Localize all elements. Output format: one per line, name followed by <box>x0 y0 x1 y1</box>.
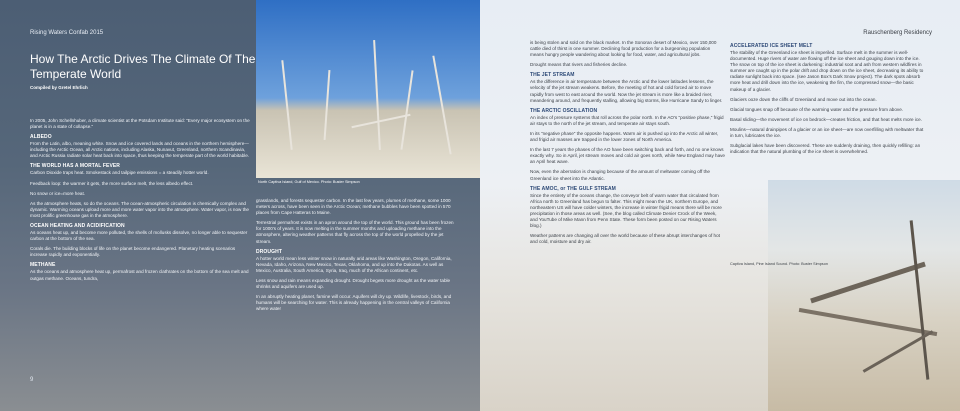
moulins-paragraph: Moulins—natural drainpipes of a glacier or an ice sheet—are now overfilling with meltwater that in turn, lubricates the ice. <box>730 126 924 139</box>
heading-jet-stream: THE JET STREAM <box>530 72 575 79</box>
running-header-right: Rauschenberg Residency <box>863 30 932 36</box>
subglacial-paragraph: Subglacial lakes have been discovered. These are suddenly draining, then quickly refilling: an indication that the natural plumbing of the ice sheet is overwhelmed. <box>730 143 921 155</box>
photo-caption-north-captiva: North Captiva Island, Gulf of Mexico. Photo: Buster Simpson <box>258 180 360 184</box>
corals-paragraph: Corals die. The building blocks of life on the planet become endangered. Planetary heating scenarios increase rapidly and exponentially. <box>30 246 236 258</box>
heading-acidification: OCEAN HEATING AND ACIDIFICATION <box>30 223 125 230</box>
heading-albedo: ALBEDO <box>30 134 52 141</box>
heading-mortal-fever: THE WORLD HAS A MORTAL FEVER <box>30 163 121 170</box>
atmosphere-paragraph: As the atmosphere heats, so do the oceans. The ocean-atmospheric circulation is chemically complex and dynamic. Warming oceans upload more and more water vapor into the atmosphere. Water vapor, is now the most prolific greenhouse gas in the atmosphere. <box>30 200 249 218</box>
column-3 <box>530 40 725 249</box>
fisheries-paragraph: Drought means that rivers and fisheries decline. <box>530 62 628 68</box>
page-number: 9 <box>30 377 34 383</box>
photo-caption-captiva: Captiva Island, Pine Island Sound. Photo: Buster Simpson <box>730 262 828 266</box>
article-title: How The Arctic Drives The Climate Of The Temperate World <box>30 52 256 81</box>
intro-paragraph: In 2005, John Schellnhuber, a climate scientist at the Potsdam Institute said: "Every major ecosystem on the planet is in a state of collapse." <box>30 118 250 130</box>
acid-paragraph: As oceans heat up, and become more polluted, the shells of mollusks dissolve, no longer able to sequester carbon at the bottom of the sea. <box>30 230 248 242</box>
methane-paragraph: As the oceans and atmosphere heat up, permafrost and frozen clathrates on the bottom of the sea melt and outgas methane. Oceans, tundra, <box>30 269 249 281</box>
amoc-paragraph: Since the entirety of the oceans change, the conveyor belt of warm water that circulated from Africa north to Greenland has begun to falter. This might mean the UK, northern Europe, and northeastern US will have colder winters, the increase in winter frigid means there will be more precipitation in those areas as well. (See, the blog called Climate Denier Crock of the Week, and YouTube of Mike Mann from Penn State. These form been posted on our Rising Waters blog.) <box>530 192 722 229</box>
last-years-paragraph: In the last 7 years the phases of the AO have been switching back and forth, and no one knows exactly why. So in April, jet stream moves and cold air goes north, while New England may have an April heat wave. <box>530 147 725 165</box>
glaciers-paragraph: Glaciers ooze down the cliffs of Greenland and move out into the ocean. <box>730 96 877 102</box>
famine-paragraph: In an abruptly heating planet, famine will occur. Aquifers will dry up. Wildlife, livestock, birds, and humans will be searching for water. This is already happening in the central valleys of California where water <box>256 294 452 312</box>
permafrost-paragraph: Terrestrial permafrost exists in an apron around the top of the world. This ground has been frozen for 1000's of years. It is now melting in the summer months and uploading methane into the atmosphere, altering weather patterns that fly across the top of the world propelled by the jet stream. <box>256 220 454 244</box>
albedo-paragraph: From the Latin, albo, meaning white. Snow and ice covered lands and oceans in the northern hemisphere—including the Arctic Ocean, all Arctic nations, including Alaska, Nunavut, Greenland, northern Scandinavia, and Arctic Russia radiate solar heat back into space, thus keeping the temperate part of the world habitable. <box>30 141 250 159</box>
weather-paragraph: Weather patterns are changing all over the world because of these abrupt interchanges of hot and cold, moisture and dry air. <box>530 233 720 245</box>
negative-phase-paragraph: In its "negative phase" the opposite happens. Warm air is pushed up into the Arctic all winter, and frigid air masses are trapped in the lower zones of North America. <box>530 130 719 143</box>
fever-paragraph: Carbon Dioxide traps heat. Smokestack and tailpipe emissions = a steadily hotter world. <box>30 170 209 176</box>
beach-photo-north-captiva <box>256 0 480 178</box>
basal-sliding-paragraph: Basal sliding—the movement of ice on bedrock—creates friction, and that heat melts more ice. <box>730 116 923 122</box>
glacial-tongues-paragraph: Glacial tongues snap off because of the warming water and the pressure from above. <box>730 106 904 112</box>
heading-ice-sheet-melt: ACCELERATED ICE SHEET MELT <box>730 43 813 49</box>
heading-arctic-oscillation: THE ARCTIC OSCILLATION <box>530 107 598 114</box>
right-page <box>480 0 960 411</box>
ice-sheet-paragraph: The stability of the Greenland ice sheet is imperiled. Surface melt in the summer is well-documented. Huge rivers of water are flowing off the ice sheet and gouging down into the ice. The snow on top of the ice sheet is darkening: industrial soot and ash from western wildfires in summer are caught up in the polar drift and drop down on the ice sheet, decreasing its ability to radiate sunlight back into space. (see Jason Box's Dark Snow project). The dark spots absorb more heat and drill down into the ice, weakening the firn, the compressed snow—the basic makeup of a glacier. <box>730 50 924 92</box>
drought-paragraph: A hotter world mean less winter snow in naturally arid areas like Washington, Oregon, California, Nevada, Idaho, Arizona, New Mexico, Texas, Oklahoma, and up into the Dakotas. As well as Mexico, Australia, South America, Syria, Iraq, much of the African continent, etc. <box>256 255 452 273</box>
running-header-left: Rising Waters Confab 2015 <box>30 30 104 36</box>
jet-stream-paragraph: As the difference in air temperature between the Arctic and the lower latitudes lessens, the velocity of the jet stream weakens. Before, the meeting of hot and cold forced air to move rapidly from west to east around the world. Now the jet stream is more like a braided river, meandering around, and frequently stalling, allowing big storms, like Hurricane Sandy to linger. <box>530 79 723 103</box>
grasslands-paragraph: grasslands, and forests sequester carbon. In the last few years, plumes of methane, some 1000 meters across, have been seen in the Arctic Ocean; methane bubbles have been spotted in 570 places from Cape Hatteras to Maine. <box>256 198 451 216</box>
article-byline: Compiled by Gretel Ehrlich <box>30 85 88 90</box>
black-market-paragraph: is being stolen and sold on the black market. In the Sonoran desert of Mexico, over 150,000 cattle died of thirst in one summer. Declining food production for a burgeoning population means hungry people wandering about looking for food, water, and agricultural jobs. <box>530 40 717 58</box>
column-1 <box>30 118 250 286</box>
less-snow-paragraph: Less snow and rain means expanding drought. Drought begets more drought as the water table shrinks and aquifers are used up. <box>256 277 451 290</box>
no-snow-paragraph: No snow or ice=more heat. <box>30 190 86 196</box>
feedback-paragraph: Feedback loop: the warmer it gets, the more surface melt, the less albedo effect. <box>30 180 194 186</box>
column-2 <box>256 198 456 316</box>
oscillation-paragraph: An index of pressure systems that roll across the polar north. In the AO's "positive phase," frigid air stays to the north of the jet stream, and temperate air stays south. <box>530 114 724 126</box>
heading-methane: METHANE <box>30 262 56 269</box>
beach-photo-captiva <box>768 180 960 411</box>
meltwater-paragraph: Now, even the aberration is changing because of the amount of meltwater coming off the Greenland ice sheet into the Atlantic. <box>530 169 710 181</box>
heading-drought: DROUGHT <box>256 248 282 255</box>
column-4 <box>730 40 925 159</box>
heading-amoc: THE AMOC, or THE GULF STREAM <box>530 185 616 192</box>
